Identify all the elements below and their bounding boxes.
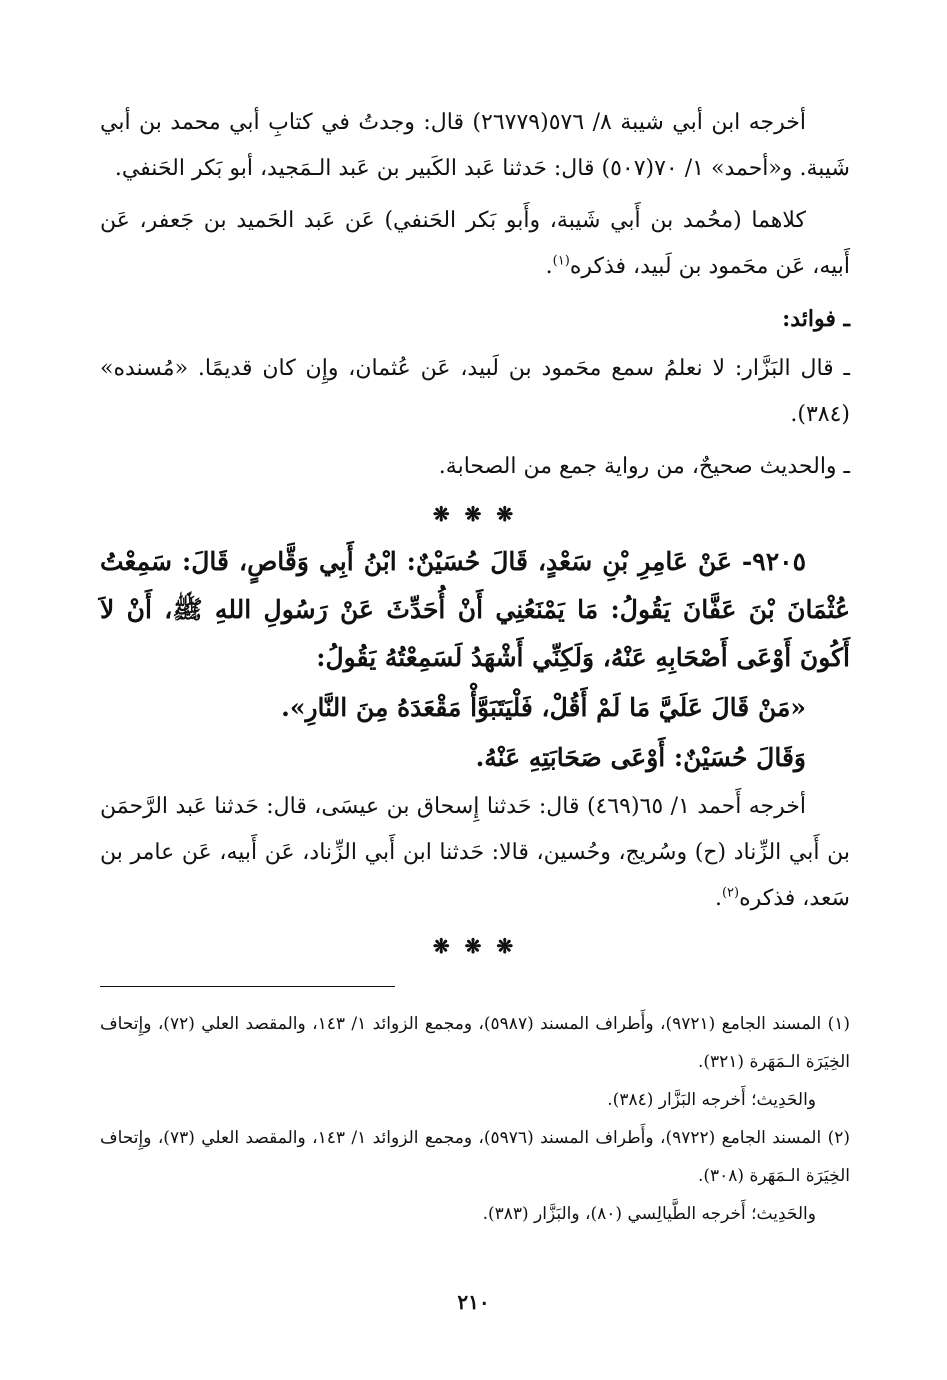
- footnote-1: (١) المسند الجامع (٩٧٢١)، وأَطراف المسند (٥٩٨٧)، ومجمع الزوائد ١/ ١٤٣، والمقصد العلي (٧٢)، وإِتحاف الخِيَرَة الـمَهَرة (٣٢١).: [100, 1014, 850, 1072]
- hadith-9205-text: ٩٢٠٥- عَنْ عَامِرِ بْنِ سَعْدٍ، قَالَ حُسَيْنٌ: ابْنُ أَبِي وَقَّاصٍ، قَالَ: سَمِعْتُ عُثْمَانَ بْنَ عَفَّانَ يَقُولُ: مَا يَمْنَعُنِي أَنْ أُحَدِّثَ عَنْ رَسُولِ اللهِ ﷺ، أَنْ لاَ أَكُونَ أَوْعَى أَصْحَابِهِ عَنْهُ، وَلَكِنِّي أَشْهَدُ لَسَمِعْتُهُ يَقُولُ:: [100, 547, 850, 672]
- footnote-ref-1: (١): [552, 253, 570, 269]
- section-separator-1: ❋ ❋ ❋: [432, 502, 518, 526]
- takhrij-paragraph-3: [100, 784, 850, 922]
- section-separator-2: ❋ ❋ ❋: [432, 934, 518, 958]
- benefits-heading: ـ فوائد:: [782, 306, 850, 332]
- footnote-1-hadith: والحَدِيث؛ أَخرجه البَزَّار (٣٨٤).: [607, 1090, 816, 1110]
- footnote-ref-2: (٢): [721, 885, 740, 901]
- takhrij-paragraph-2: [100, 198, 850, 290]
- page-number: ٢١٠: [457, 1290, 490, 1314]
- footnote-2-hadith: والحَدِيث؛ أَخرجه الطَّيالِسي (٨٠)، والبَزَّار (٣٨٣).: [482, 1204, 816, 1224]
- takhrij-paragraph-2-text: كلاهما (محُمد بن أَبي شَيبة، وأَبو بَكر الحَنفي) عَن عَبد الحَميد بن جَعفر، عَن أَبيه، عَن محَمود بن لَبيد، فذكره: [100, 208, 850, 279]
- takhrij-paragraph-2-end: .: [545, 254, 553, 279]
- hadith-quote: «مَنْ قَالَ عَلَيَّ مَا لَمْ أَقُلْ، فَلْيَتَبَوَّأْ مَقْعَدَهُ مِنَ النَّارِ».: [281, 693, 806, 722]
- bazzar-note: ـ قال البَزَّار: لا نعلمُ سمع محَمود بن لَبيد، عَن عُثمان، وإِن كان قديمًا. «مُسنده» (٣٨٤).: [100, 356, 850, 427]
- footnotes: [100, 1005, 850, 1233]
- takhrij-paragraph-3-text: أخرجه أَحمد ١/ ٦٥(٤٦٩) قال: حَدثنا إِسحاق بن عيسَى، قال: حَدثنا عَبد الرَّحمَن بن أَبي الزِّناد (ح) وسُريج، وحُسين، قالا: حَدثنا ابن أَبي الزِّناد، عَن أَبيه، عَن عامر بن سَعد، فذكره: [100, 794, 850, 911]
- takhrij-paragraph-3-end: .: [714, 886, 722, 911]
- authenticity-note: ـ والحديث صحيحٌ، من رواية جمع من الصحابة.: [438, 454, 850, 479]
- footnote-2: (٢) المسند الجامع (٩٧٢٢)، وأَطراف المسند (٥٩٧٦)، ومجمع الزوائد ١/ ١٤٣، والمقصد العلي (٧٣)، وإِتحاف الخِيَرَة الـمَهَرة (٣٠٨).: [100, 1128, 850, 1186]
- takhrij-paragraph-1: أخرجه ابن أبي شيبة ٨/ ٥٧٦(٢٦٧٧٩) قال: وجدتُ في كتابِ أبي محمد بن أبي شَيبة. و«أحمد» ١/ ٧٠(٥٠٧) قال: حَدثنا عَبد الكَبير بن عَبد الـمَجيد، أبو بَكر الحَنفي.: [100, 110, 850, 181]
- footnote-divider: [100, 986, 395, 987]
- hadith-husayn-variant: وَقَالَ حُسَيْنٌ: أَوْعَى صَحَابَتِهِ عَنْهُ.: [475, 743, 806, 772]
- page-body: [100, 100, 850, 1233]
